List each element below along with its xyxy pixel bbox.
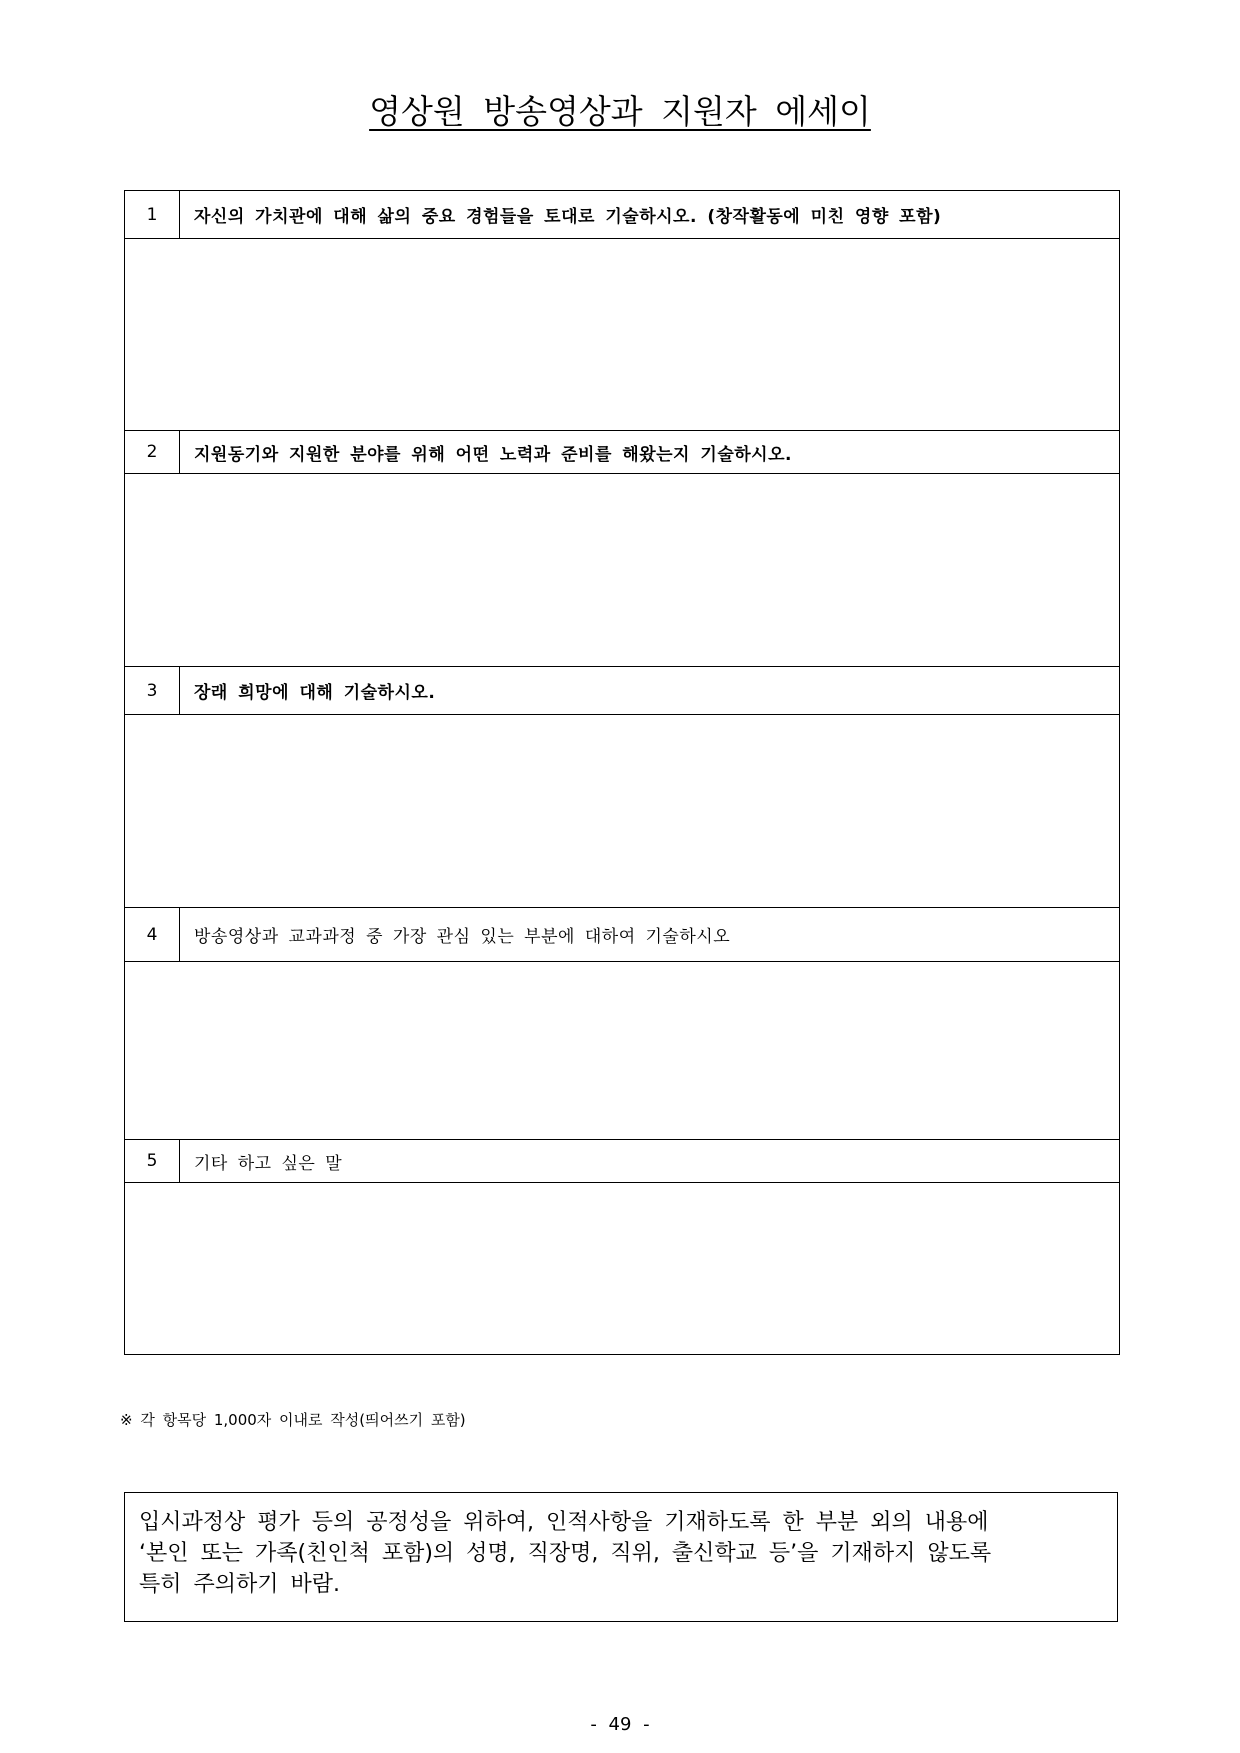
answer-space[interactable] (125, 1183, 1120, 1355)
question-row (125, 1140, 1120, 1183)
question-text: 자신의 가치관에 대해 삶의 중요 경험들을 토대로 기술하시오. (창작활동에 미친 영향 포함) (180, 191, 1120, 239)
question-number: 4 (125, 908, 180, 962)
answer-space[interactable] (125, 239, 1120, 431)
question-text: 기타 하고 싶은 말 (180, 1140, 1120, 1183)
answer-space[interactable] (125, 962, 1120, 1140)
notice-line: 입시과정상 평가 등의 공정성을 위하여, 인적사항을 기재하도록 한 부분 외의 내용에 (139, 1510, 989, 1535)
question-text: 지원동기와 지원한 분야를 위해 어떤 노력과 준비를 해왔는지 기술하시오. (180, 431, 1120, 474)
question-text: 방송영상과 교과과정 중 가장 관심 있는 부분에 대하여 기술하시오 (180, 908, 1120, 962)
page-number: - 49 - (590, 1714, 650, 1735)
answer-row (125, 474, 1120, 667)
question-number: 5 (125, 1140, 180, 1183)
essay-question-table (124, 190, 1120, 1355)
document-title-text: 영상원 방송영상과 지원자 에세이 (369, 92, 871, 131)
question-row (125, 191, 1120, 239)
answer-space[interactable] (125, 715, 1120, 908)
notice-line: 특히 주의하기 바람. (139, 1572, 340, 1597)
answer-row (125, 1183, 1120, 1355)
notice-box (124, 1492, 1118, 1622)
answer-row (125, 715, 1120, 908)
answer-space[interactable] (125, 474, 1120, 667)
question-row (125, 667, 1120, 715)
question-number: 3 (125, 667, 180, 715)
question-number: 2 (125, 431, 180, 474)
document-title (0, 92, 1240, 132)
question-text: 장래 희망에 대해 기술하시오. (180, 667, 1120, 715)
notice-line: ‘본인 또는 가족(친인척 포함)의 성명, 직장명, 직위, 출신학교 등’을 기재하지 않도록 (139, 1541, 992, 1566)
answer-row (125, 239, 1120, 431)
length-note: ※ 각 항목당 1,000자 이내로 작성(띄어쓰기 포함) (120, 1411, 466, 1429)
answer-row (125, 962, 1120, 1140)
question-row (125, 908, 1120, 962)
question-row (125, 431, 1120, 474)
question-number: 1 (125, 191, 180, 239)
